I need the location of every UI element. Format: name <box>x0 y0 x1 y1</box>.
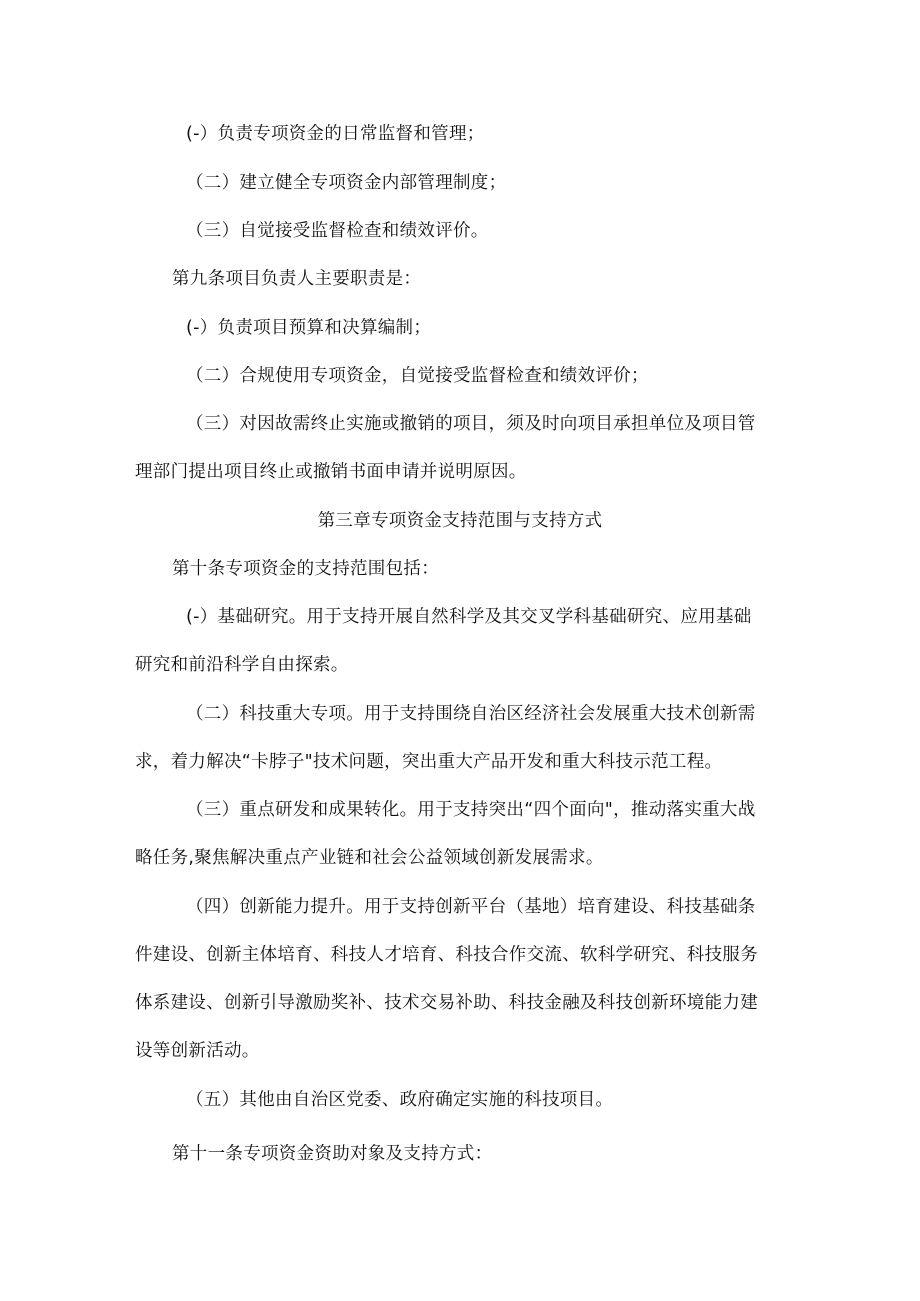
paragraph-line: （二）合规使用专项资金，自觉接受监督检查和绩效评价； <box>186 366 649 386</box>
paragraph-line: 设等创新活动。 <box>135 1041 260 1061</box>
paragraph-line: 研究和前沿科学自由探索。 <box>135 655 349 675</box>
paragraph-line: 件建设、创新主体培育、科技人才培育、科技合作交流、软科学研究、科技服务 <box>135 945 758 965</box>
paragraph-line: （二）建立健全专项资金内部管理制度； <box>186 173 507 193</box>
paragraph-line: （三）对因故需终止实施或撤销的项目，须及时向项目承担单位及项目管 <box>186 414 756 434</box>
article-heading: 第十条专项资金的支持范围包括： <box>172 559 439 579</box>
paragraph-line: 理部门提出项目终止或撤销书面申请并说明原因。 <box>135 462 527 482</box>
paragraph-line: （三）自觉接受监督检查和绩效评价。 <box>186 221 489 241</box>
paragraph-line: (-）基础研究。用于支持开展自然科学及其交叉学科基础研究、应用基础 <box>186 607 752 627</box>
paragraph-line: （五）其他由自治区党委、政府确定实施的科技项目。 <box>186 1090 614 1110</box>
paragraph-line: 体系建设、创新引导激励奖补、技术交易补助、科技金融及科技创新环境能力建 <box>135 993 758 1013</box>
article-heading: 第九条项目负责人主要职责是： <box>172 269 422 289</box>
chapter-heading: 第三章专项资金支持范围与支持方式 <box>317 511 603 531</box>
paragraph-line: （四）创新能力提升。用于支持创新平台（基地）培育建设、科技基础条 <box>186 897 756 917</box>
paragraph-line: 略任务,聚焦解决重点产业链和社会公益领域创新发展需求。 <box>135 848 604 868</box>
paragraph-line: (-）负责项目预算和决算编制； <box>186 318 432 338</box>
article-heading: 第十一条专项资金资助对象及支持方式： <box>172 1144 493 1164</box>
paragraph-line: (-）负责专项资金的日常监督和管理； <box>186 124 485 144</box>
paragraph-line: （三）重点研发和成果转化。用于支持突出“四个面向"，推动落实重大战 <box>186 800 756 820</box>
paragraph-line: （二）科技重大专项。用于支持围绕自治区经济社会发展重大技术创新需 <box>186 704 756 724</box>
paragraph-line: 求，着力解决“卡脖子"技术问题，突出重大产品开发和重大科技示范工程。 <box>135 752 723 772</box>
